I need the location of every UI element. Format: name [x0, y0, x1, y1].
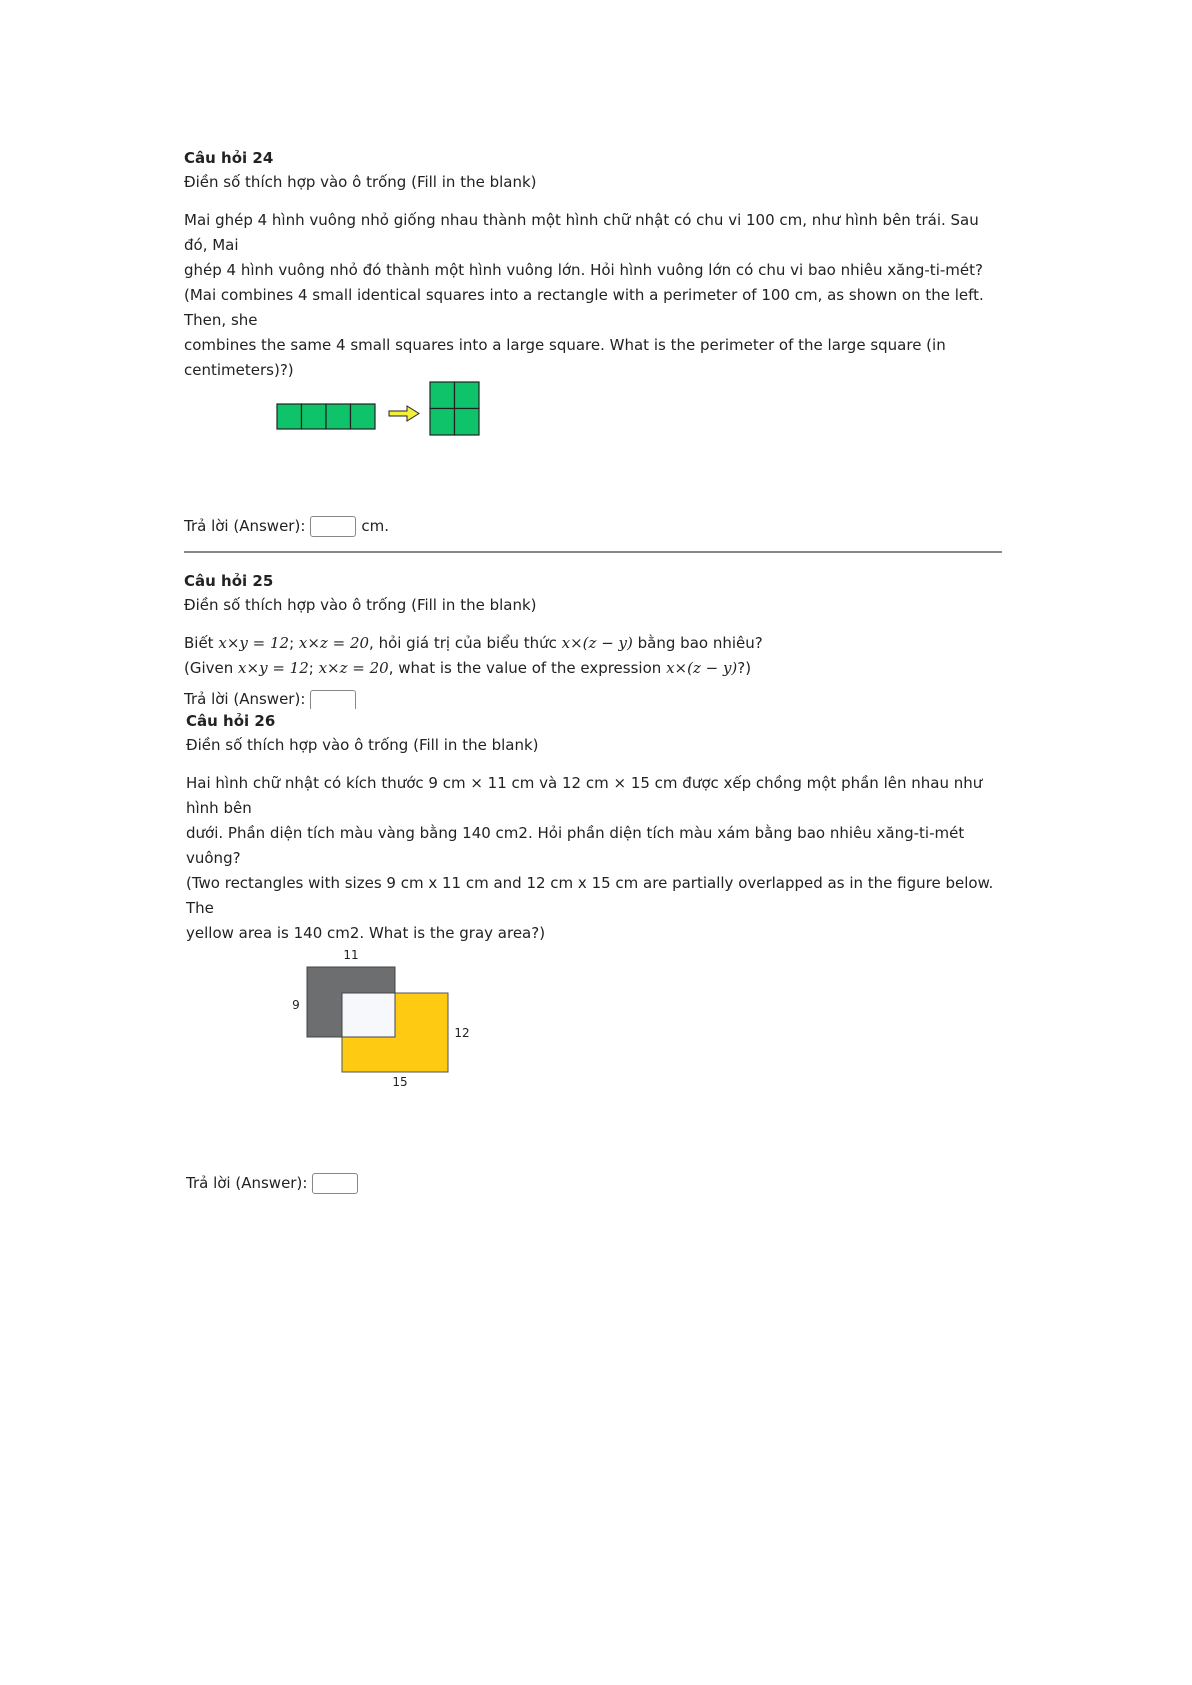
question-26-vi-line-1: Hai hình chữ nhật có kích thước 9 cm × 11 cm và 12 cm × 15 cm được xếp chồng một phần lên nhau như hình bên — [186, 774, 983, 817]
question-26-title: Câu hỏi 26 — [186, 712, 276, 730]
answer-input[interactable] — [310, 516, 356, 537]
text-fragment: (Given — [184, 659, 234, 677]
small-square — [430, 382, 455, 409]
question-25 — [184, 569, 1004, 681]
answer-label: Trả lời (Answer): — [186, 1174, 308, 1192]
math-expression: x×z = 20 — [318, 659, 389, 677]
answer-unit: cm. — [361, 517, 390, 535]
small-square — [277, 404, 302, 429]
question-divider — [184, 551, 1002, 553]
answer-label: Trả lời (Answer): — [184, 517, 306, 535]
math-expression: x×z = 20 — [298, 634, 370, 652]
text-fragment: ?) — [737, 659, 752, 677]
answer-input[interactable] — [312, 1173, 358, 1194]
math-expression: x×y = 12 — [238, 659, 309, 677]
label-bottom: 15 — [392, 1075, 408, 1089]
question-24-vi-line-2: ghép 4 hình vuông nhỏ đó thành một hình vuông lớn. Hỏi hình vuông lớn có chu vi bao nhiêu xăng-ti-mét? — [184, 261, 983, 279]
question-25-en-line — [184, 656, 1004, 681]
question-25-vi-line — [184, 631, 1004, 656]
text-fragment: ; — [308, 659, 314, 677]
question-24-vi-line-1: Mai ghép 4 hình vuông nhỏ giống nhau thành một hình chữ nhật có chu vi 100 cm, như hình bên trái. Sau đó, Mai — [184, 211, 979, 254]
question-24-instruction: Điền số thích hợp vào ô trống (Fill in the blank) — [184, 173, 537, 191]
small-square — [302, 404, 327, 429]
overlap-region — [342, 993, 395, 1037]
question-26-en-line-1: (Two rectangles with sizes 9 cm x 11 cm and 12 cm x 15 cm are partially overlapped as in the figure below. The — [186, 874, 994, 917]
label-left: 9 — [292, 998, 300, 1012]
question-26-en-line-2: yellow area is 140 cm2. What is the gray area?) — [186, 924, 546, 942]
question-26-answer-row — [186, 1171, 363, 1195]
label-top: 11 — [343, 948, 359, 962]
small-square — [351, 404, 376, 429]
arrow-right-icon — [389, 406, 419, 421]
question-24-en-line-2: combines the same 4 small squares into a large square. What is the perimeter of the large square (in centimeters)?) — [184, 336, 946, 379]
question-25-title: Câu hỏi 25 — [184, 572, 274, 590]
question-24-figure — [270, 375, 490, 440]
question-26-instruction: Điền số thích hợp vào ô trống (Fill in the blank) — [186, 736, 539, 754]
text-fragment: , hỏi giá trị của biểu thức — [369, 634, 557, 652]
label-right: 12 — [454, 1026, 470, 1040]
answer-input[interactable] — [310, 690, 356, 709]
question-25-instruction: Điền số thích hợp vào ô trống (Fill in the blank) — [184, 596, 537, 614]
small-square — [455, 409, 480, 436]
small-square — [326, 404, 351, 429]
answer-label: Trả lời (Answer): — [184, 690, 306, 708]
question-24-answer-row — [184, 514, 389, 538]
question-24-title: Câu hỏi 24 — [184, 149, 274, 167]
math-expression: x×y = 12 — [218, 634, 290, 652]
large-square-of-four-squares — [430, 382, 479, 435]
small-square — [430, 409, 455, 436]
text-fragment: bằng bao nhiêu? — [637, 634, 763, 652]
question-26 — [186, 709, 1006, 946]
math-expression: x×(z − y) — [561, 634, 633, 652]
question-26-figure — [280, 945, 480, 1095]
text-fragment: , what is the value of the expression — [388, 659, 662, 677]
small-square — [455, 382, 480, 409]
question-24-en-line-1: (Mai combines 4 small identical squares into a rectangle with a perimeter of 100 cm, as shown on the left. Then, she — [184, 286, 984, 329]
text-fragment: ; — [289, 634, 295, 652]
question-25-answer-row — [184, 687, 361, 711]
math-expression: x×(z − y) — [666, 659, 738, 677]
question-24 — [184, 146, 1004, 383]
text-fragment: Biết — [184, 634, 214, 652]
question-26-vi-line-2: dưới. Phần diện tích màu vàng bằng 140 cm2. Hỏi phần diện tích màu xám bằng bao nhiêu xăng-ti-mét vuông? — [186, 824, 965, 867]
rectangle-of-four-squares — [277, 404, 375, 429]
